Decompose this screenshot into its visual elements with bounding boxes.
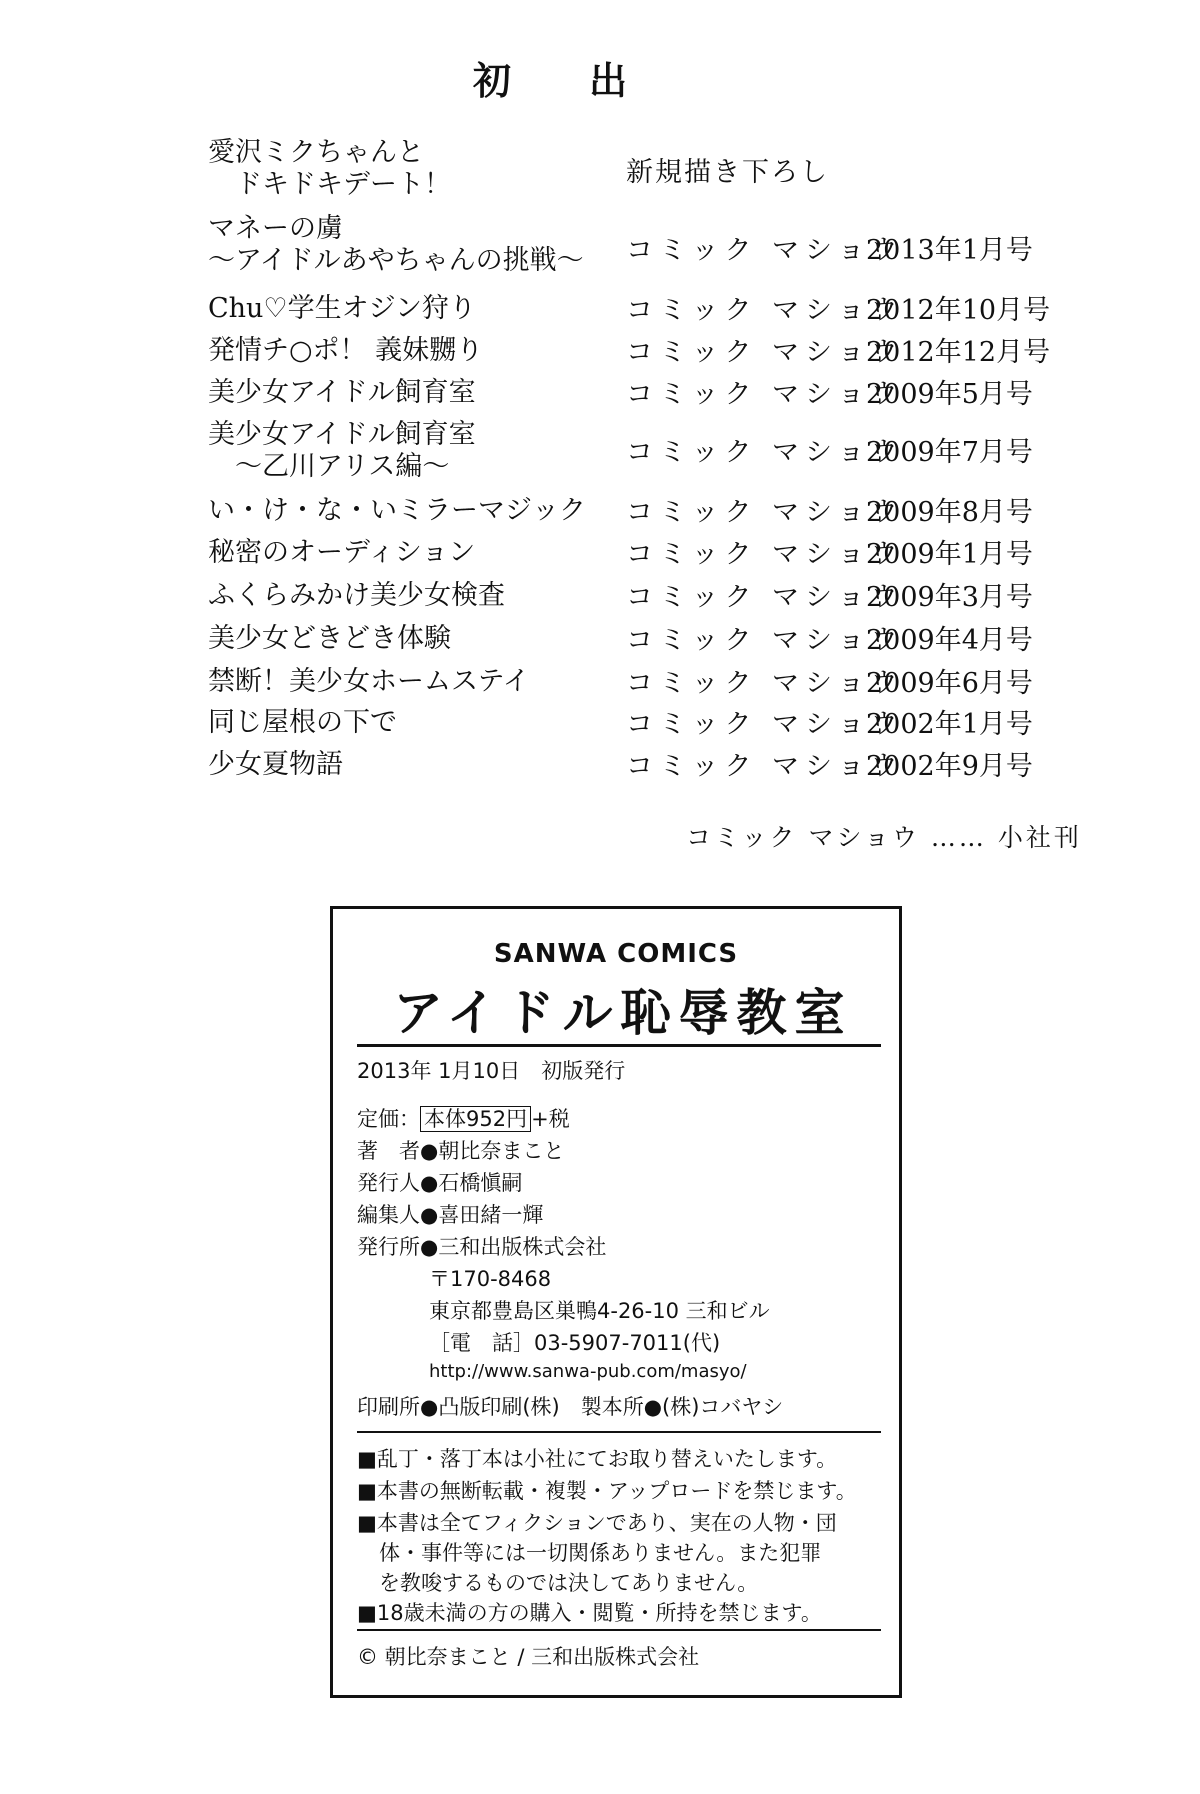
entry-title: 美少女アイドル飼育室 bbox=[208, 419, 476, 450]
entry-issue: 2013年1月号 bbox=[866, 235, 1033, 266]
website-url: http://www.sanwa-pub.com/masyo/ bbox=[429, 1361, 747, 1382]
divider bbox=[357, 1044, 881, 1047]
entry-publication: コミック マショウ bbox=[626, 497, 904, 528]
notice-item: ■本書は全てフィクションであり、実在の人物・団 bbox=[357, 1511, 837, 1535]
notice-item: 体・事件等には一切関係ありません。また犯罪 bbox=[379, 1541, 822, 1565]
book-title: アイドル恥辱教室 bbox=[393, 983, 853, 1042]
entry-issue: 2009年3月号 bbox=[866, 582, 1033, 613]
entry-title: 秘密のオーディション bbox=[208, 537, 476, 568]
entry-issue: 2012年12月号 bbox=[866, 337, 1051, 368]
price-line bbox=[357, 1103, 570, 1133]
editor-line: 編集人●喜田緒一輝 bbox=[357, 1203, 544, 1227]
entry-issue: 2009年6月号 bbox=[866, 668, 1033, 699]
price-box: 本体952円 bbox=[420, 1106, 531, 1132]
entry-publication: コミック マショウ bbox=[626, 625, 904, 656]
entry-publication: コミック マショウ bbox=[626, 235, 904, 266]
entry-title: ドキドキデート！ bbox=[208, 169, 451, 200]
entry-title: 禁断！美少女ホームステイ bbox=[208, 666, 530, 697]
postal-code: 〒170-8468 bbox=[429, 1267, 552, 1291]
entry-issue: 2009年1月号 bbox=[866, 539, 1033, 570]
entry-issue: 2012年10月号 bbox=[866, 295, 1051, 326]
entry-title: 美少女アイドル飼育室 bbox=[208, 377, 476, 408]
entry-publication: コミック マショウ bbox=[626, 539, 904, 570]
entry-publication: コミック マショウ bbox=[626, 668, 904, 699]
entry-issue: 2009年5月号 bbox=[866, 379, 1033, 410]
entry-issue: 2009年7月号 bbox=[866, 437, 1033, 468]
colophon-box bbox=[330, 906, 902, 1698]
entry-title: 〜乙川アリス編〜 bbox=[208, 451, 450, 482]
publisher-line: 発行所●三和出版株式会社 bbox=[357, 1235, 607, 1259]
phone: ［電 話］03-5907-7011(代) bbox=[429, 1331, 721, 1355]
entry-publication: コミック マショウ bbox=[626, 582, 904, 613]
series-name: SANWA COMICS bbox=[493, 939, 739, 969]
entry-issue: 2002年9月号 bbox=[866, 751, 1033, 782]
publication-date: 2013年 1月10日 初版発行 bbox=[357, 1059, 626, 1083]
copyright: © 朝比奈まこと / 三和出版株式会社 bbox=[357, 1645, 700, 1669]
entry-title: マネーの虜 bbox=[208, 213, 343, 244]
entry-publication: コミック マショウ bbox=[626, 379, 904, 410]
entry-publication: 新規描き下ろし bbox=[626, 157, 829, 188]
entry-publication: コミック マショウ bbox=[626, 751, 904, 782]
entry-title: Chu♡学生オジン狩り bbox=[208, 293, 476, 324]
entry-issue: 2002年1月号 bbox=[866, 709, 1033, 740]
entry-title: 少女夏物語 bbox=[208, 749, 343, 780]
notice-item: ■本書の無断転載・複製・アップロードを禁じます。 bbox=[357, 1479, 857, 1503]
entry-title: 愛沢ミクちゃんと bbox=[208, 137, 424, 168]
notice-item: ■18歳未満の方の購入・閲覧・所持を禁じます。 bbox=[357, 1601, 822, 1625]
entry-title: 美少女どきどき体験 bbox=[208, 623, 451, 654]
divider bbox=[357, 1629, 881, 1631]
author-line: 著 者●朝比奈まこと bbox=[357, 1139, 565, 1163]
notice-item: を教唆するものでは決してありません。 bbox=[379, 1571, 759, 1595]
printer-line: 印刷所●凸版印刷(株) 製本所●(株)コバヤシ bbox=[357, 1395, 784, 1419]
publisher-person-line: 発行人●石橋愼嗣 bbox=[357, 1171, 523, 1195]
notice-item: ■乱丁・落丁本は小社にてお取り替えいたします。 bbox=[357, 1447, 838, 1471]
price-label: 定価： bbox=[357, 1107, 420, 1131]
entry-issue: 2009年4月号 bbox=[866, 625, 1033, 656]
entry-title: 発情チ○ポ！ 義妹嬲り bbox=[208, 335, 484, 366]
entry-issue: 2009年8月号 bbox=[866, 497, 1033, 528]
entry-publication: コミック マショウ bbox=[626, 337, 904, 368]
entry-title: い・け・な・いミラーマジック bbox=[208, 495, 586, 526]
entry-title: 〜アイドルあやちゃんの挑戦〜 bbox=[208, 245, 584, 276]
entry-publication: コミック マショウ bbox=[626, 709, 904, 740]
address: 東京都豊島区巣鴨4-26-10 三和ビル bbox=[429, 1299, 770, 1323]
entry-publication: コミック マショウ bbox=[626, 295, 904, 326]
entry-title: 同じ屋根の下で bbox=[208, 707, 397, 738]
entry-title: ふくらみかけ美少女検査 bbox=[208, 580, 505, 611]
divider bbox=[357, 1431, 881, 1433]
publisher-footnote: コミック マショウ …… 小社刊 bbox=[686, 823, 1082, 852]
entry-publication: コミック マショウ bbox=[626, 437, 904, 468]
price-suffix: +税 bbox=[531, 1107, 570, 1131]
page-heading: 初 出 bbox=[472, 58, 647, 103]
